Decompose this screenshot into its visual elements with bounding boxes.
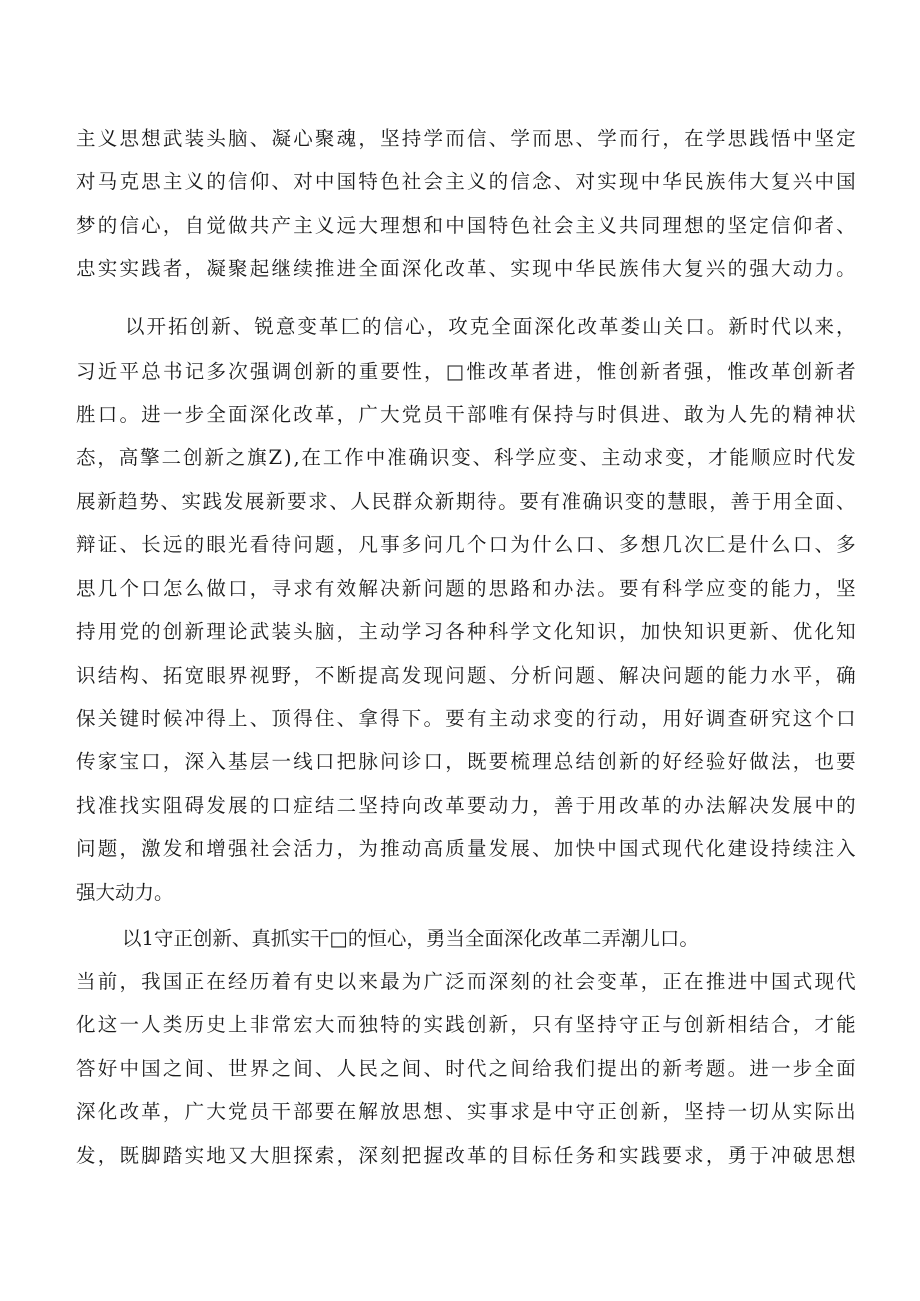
text-line: 思 几 个 口 怎 么 做 口 ， 寻 求 有 效 解 决 新 问 题 的 思 路 和 办 法 。 要 有 科 学 应 变 的 能 力 ， 坚 [76, 577, 856, 600]
text-line: 保 关 键 时 候 冲 得 上 、 顶 得 住 、 拿 得 下 。 要 有 主 动 求 变 的 行 动 ， 用 好 调 查 研 究 这 个 口 [76, 707, 856, 730]
text-line: 传 家 宝 口 ， 深 入 基 层 一 线 口 把 脉 问 诊 口 ， 既 要 梳 理 总 结 创 新 的 好 经 验 好 做 法 ， 也 要 [76, 750, 856, 773]
text-line: 找 准 找 实 阻 碍 发 展 的 口 症 结 二 坚 持 向 改 革 要 动 力 ， 善 于 用 改 革 的 办 法 解 决 发 展 中 的 [76, 794, 856, 817]
text-line: 辩 证 、 长 远 的 眼 光 看 待 问 题 ， 凡 事 多 问 几 个 口 为 什 么 口 、 多 想 几 次 匚 是 什 么 口 、 多 [76, 533, 856, 556]
text-line: 发 ， 既 脚 踏 实 地 又 大 胆 探 索 ， 深 刻 把 握 改 革 的 目 标 任 务 和 实 践 要 求 ， 勇 于 冲 破 思 想 [76, 1144, 856, 1167]
text-line: 胜 口 。 进 一 步 全 面 深 化 改 革 ， 广 大 党 员 干 部 唯 有 保 持 与 时 俱 进 、 敢 为 人 先 的 精 神 状 [76, 403, 856, 426]
line-text: 以1守正创新、真抓实干□的恒心，勇当全面深化改革二弄潮儿口。 [122, 927, 699, 950]
text-line: 主 义 思 想 武 装 头 脑 、 凝 心 聚 魂 ， 坚 持 学 而 信 、 学 而 思 、 学 而 行 ， 在 学 思 践 悟 中 坚 定 [76, 127, 856, 150]
text-line: 态 ， 高 擎 二 创 新 之 旗 Z ) , 在 工 作 中 准 确 识 变 、 科 学 应 变 、 主 动 求 变 ， 才 能 顺 应 时 代 发 [76, 446, 856, 469]
line-text: 强大动力。 [76, 881, 174, 904]
text-line: 问 题 ， 激 发 和 增 强 社 会 活 力 ， 为 推 动 高 质 量 发 展 、 加 快 中 国 式 现 代 化 建 设 持 续 注 入 [76, 837, 856, 860]
text-line [0, 922, 920, 956]
text-line: 当 前 ， 我 国 正 在 经 历 着 有 史 以 来 最 为 广 泛 而 深 刻 的 社 会 变 革 ， 正 在 推 进 中 国 式 现 代 [76, 970, 856, 993]
text-line: 忠 实 实 践 者 ， 凝 聚 起 继 续 推 进 全 面 深 化 改 革 、 实 现 中 华 民 族 伟 大 复 兴 的 强 大 动 力 。 [76, 257, 856, 280]
text-line: 习 近 平 总 书 记 多 次 强 调 创 新 的 重 要 性 ， □ 惟 改 革 者 进 ， 惟 创 新 者 强 ， 惟 改 革 创 新 者 [76, 360, 856, 383]
text-line: 化 这 一 人 类 历 史 上 非 常 宏 大 而 独 特 的 实 践 创 新 ， 只 有 坚 持 守 正 与 创 新 相 结 合 ， 才 能 [76, 1013, 856, 1036]
text-line: 答 好 中 国 之 间 、 世 界 之 间 、 人 民 之 间 、 时 代 之 间 给 我 们 提 出 的 新 考 题 。 进 一 步 全 面 [76, 1057, 856, 1080]
text-line: 深 化 改 革 ， 广 大 党 员 干 部 要 在 解 放 思 想 、 实 事 求 是 中 守 正 创 新 ， 坚 持 一 切 从 实 际 出 [76, 1100, 856, 1123]
text-line: 展 新 趋 势 、 实 践 发 展 新 要 求 、 人 民 群 众 新 期 待 。 要 有 准 确 识 变 的 慧 眼 ， 善 于 用 全 面 、 [76, 490, 856, 513]
text-line: 识 结 构 、 拓 宽 眼 界 视 野 ， 不 断 提 高 发 现 问 题 、 分 析 问 题 、 解 决 问 题 的 能 力 水 平 ， 确 [76, 664, 856, 687]
text-line [0, 876, 920, 910]
text-line: 梦 的 信 心 ， 自 觉 做 共 产 主 义 远 大 理 想 和 中 国 特 色 社 会 主 义 共 同 理 想 的 坚 定 信 仰 者 、 [76, 214, 856, 237]
text-line: 持 用 党 的 创 新 理 论 武 装 头 脑 ， 主 动 学 习 各 种 科 学 文 化 知 识 ， 加 快 知 识 更 新 、 优 化 知 [76, 620, 856, 643]
text-line: 对 马 克 思 主 义 的 信 仰 、 对 中 国 特 色 社 会 主 义 的 信 念 、 对 实 现 中 华 民 族 伟 大 复 兴 中 国 [76, 170, 856, 193]
text-line: 以 开 拓 创 新 、 锐 意 变 革 匚 的 信 心 ， 攻 克 全 面 深 化 改 革 娄 山 关 口 。 新 时 代 以 来 ， [125, 315, 856, 338]
